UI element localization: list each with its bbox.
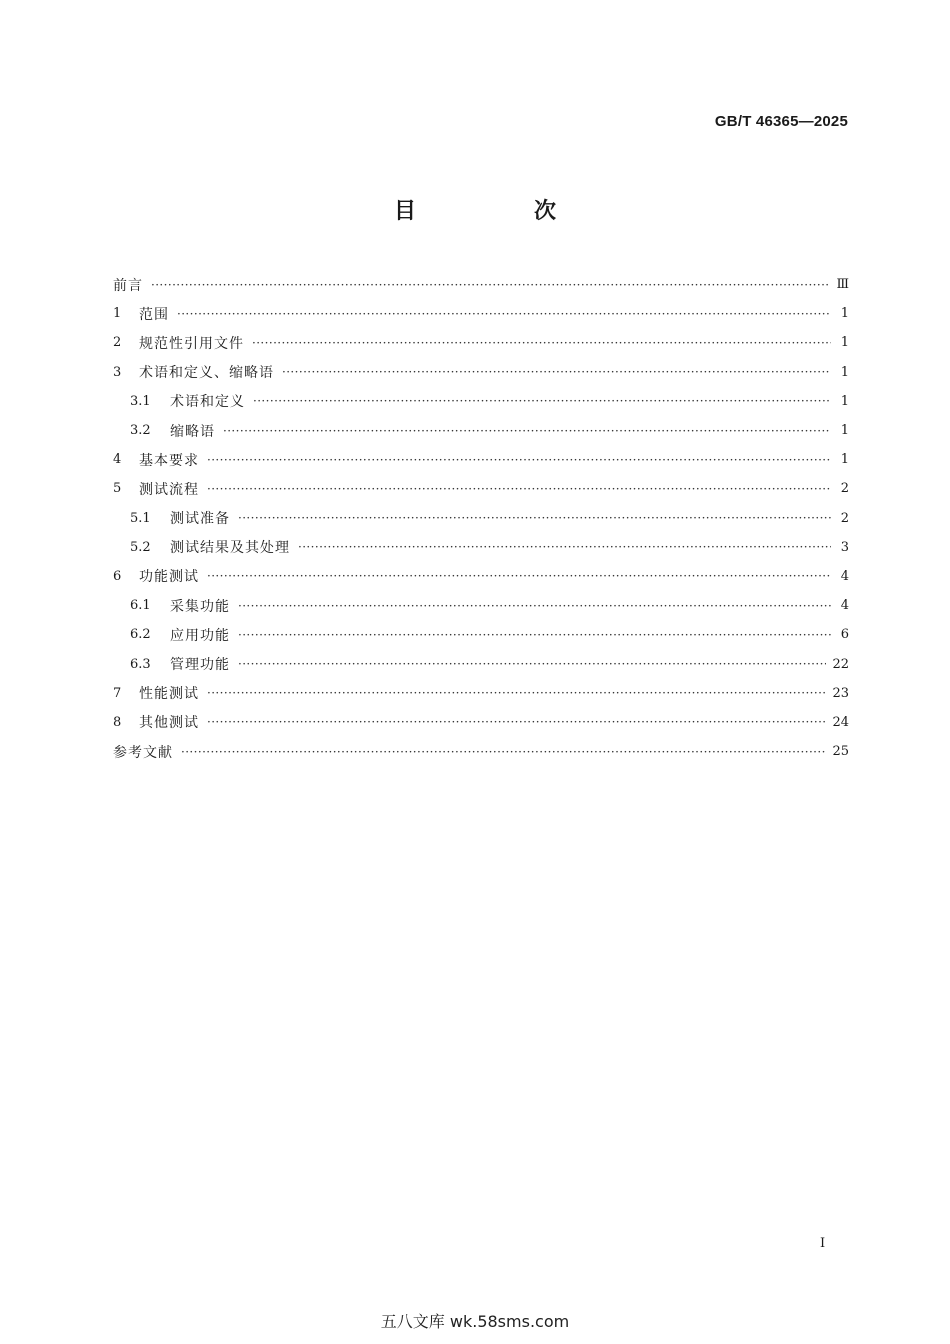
toc-entry-page: Ⅲ [836,277,849,293]
toc-entry-references[interactable] [113,737,849,766]
toc-leader-dots [207,687,826,699]
toc-entry-text: 基本要求 [139,452,199,469]
toc-entry-page: 1 [840,306,849,322]
toc-entry-1[interactable] [113,299,849,328]
toc-entry-foreword[interactable] [113,270,849,299]
toc-entry-3-1[interactable] [113,387,849,416]
toc-entry-6-1[interactable] [113,591,849,620]
site-watermark: 五八文库 wk.58sms.com [380,1312,570,1331]
toc-entry-page: 2 [840,510,849,526]
toc-entry-2[interactable] [113,328,849,357]
toc-entry-page: 6 [840,627,849,643]
toc-entry-number: 5.2 [130,539,151,555]
toc-entry-page: 2 [840,481,849,497]
toc-entry-text: 参考文献 [113,744,173,761]
toc-entry-page: 4 [840,568,849,584]
toc-leader-dots [282,366,831,378]
toc-entry-text: 术语和定义、缩略语 [139,365,274,382]
toc-leader-dots [223,425,831,437]
toc-entry-5-1[interactable] [113,504,849,533]
toc-leader-dots [177,308,831,320]
toc-leader-dots [238,600,831,612]
toc-entry-text: 规范性引用文件 [139,335,244,352]
toc-entry-page: 1 [840,393,849,409]
table-of-contents [113,270,849,766]
toc-entry-7[interactable] [113,679,849,708]
toc-entry-number: 6.1 [130,598,151,614]
toc-entry-text: 术语和定义 [170,394,245,411]
toc-entry-page: 4 [840,598,849,614]
toc-entry-number: 6.2 [130,627,151,643]
toc-leader-dots [207,454,831,466]
toc-entry-5-2[interactable] [113,533,849,562]
toc-entry-text: 测试流程 [139,481,199,498]
toc-entry-number: 1 [113,306,122,322]
standard-code: GB/T 46365—2025 [714,113,848,130]
toc-entry-8[interactable] [113,708,849,737]
toc-leader-dots [207,570,831,582]
toc-entry-number: 8 [113,714,122,730]
toc-entry-page: 1 [840,335,849,351]
toc-entry-text: 前言 [113,277,143,294]
toc-entry-text: 功能测试 [139,569,199,586]
toc-leader-dots [238,512,831,524]
toc-entry-text: 测试结果及其处理 [170,540,290,557]
toc-entry-text: 采集功能 [170,598,230,615]
toc-leader-dots [151,279,830,291]
toc-entry-text: 测试准备 [170,511,230,528]
toc-entry-page: 1 [840,364,849,380]
toc-entry-number: 3.2 [130,423,151,439]
toc-entry-number: 7 [113,685,122,701]
toc-entry-6[interactable] [113,562,849,591]
toc-entry-page: 25 [832,744,849,760]
toc-entry-page: 24 [832,714,849,730]
toc-entry-4[interactable] [113,445,849,474]
toc-leader-dots [207,483,831,495]
toc-entry-number: 4 [113,452,122,468]
toc-entry-number: 5 [113,481,122,497]
toc-leader-dots [238,658,826,670]
toc-entry-number: 3 [113,364,122,380]
toc-entry-number: 2 [113,335,122,351]
toc-entry-6-3[interactable] [113,649,849,678]
toc-leader-dots [238,629,831,641]
page-number: I [820,1236,826,1251]
toc-leader-dots [181,746,826,758]
toc-entry-page: 22 [832,656,849,672]
toc-leader-dots [252,337,831,349]
toc-title: 目 次 [393,199,604,224]
toc-entry-page: 23 [832,685,849,701]
toc-entry-3-2[interactable] [113,416,849,445]
toc-entry-page: 1 [840,423,849,439]
toc-entry-6-2[interactable] [113,620,849,649]
toc-entry-5[interactable] [113,474,849,503]
toc-entry-number: 3.1 [130,393,151,409]
toc-leader-dots [207,716,826,728]
toc-entry-text: 性能测试 [139,686,199,703]
toc-entry-number: 5.1 [130,510,151,526]
toc-entry-text: 范围 [139,306,169,323]
toc-entry-number: 6.3 [130,656,151,672]
toc-entry-text: 管理功能 [170,657,230,674]
toc-entry-text: 缩略语 [170,423,215,440]
toc-entry-text: 其他测试 [139,715,199,732]
toc-entry-number: 6 [113,568,122,584]
toc-entry-page: 1 [840,452,849,468]
toc-entry-3[interactable] [113,358,849,387]
toc-entry-text: 应用功能 [170,627,230,644]
toc-leader-dots [253,395,831,407]
toc-entry-page: 3 [840,539,849,555]
toc-leader-dots [298,541,831,553]
